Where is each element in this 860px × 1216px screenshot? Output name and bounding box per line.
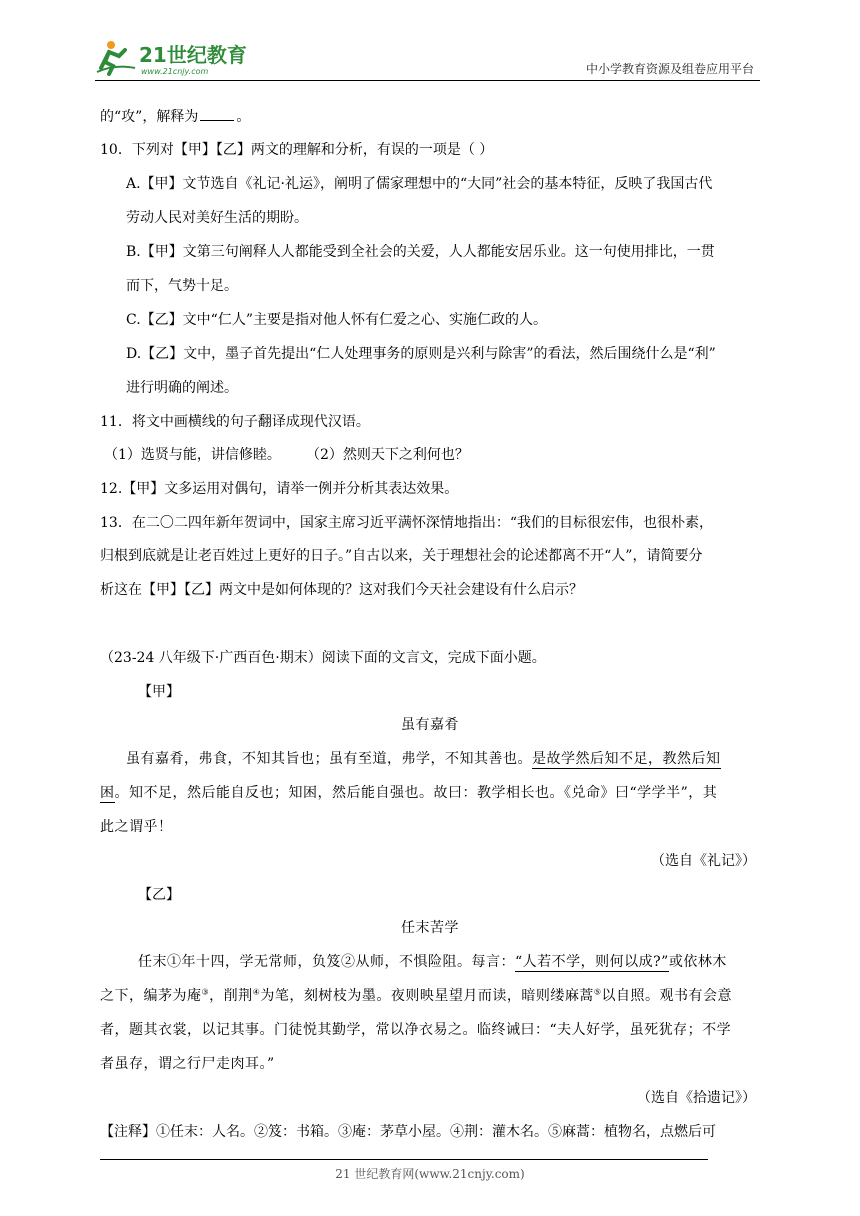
passage-jia-source: （选自《礼记》） xyxy=(651,853,756,869)
passage-yi-line-4: 者虽存，谓之行尸走肉耳。” xyxy=(100,1056,275,1072)
option-c: C.【乙】文中“仁人”主要是指对他人怀有仁爱之心、实施仁政的人。 xyxy=(126,312,547,328)
question-11: 11．将文中画横线的句子翻译成现代汉语。 xyxy=(100,414,370,430)
footer-link[interactable]: 21 世纪教育网(www.21cnjy.com) xyxy=(335,1167,525,1181)
option-b-line-1: B.【甲】文第三句阐释人人都能受到全社会的关爱，人人都能安居乐业。这一句使用排比，一贯 xyxy=(126,244,715,260)
question-10: 10．下列对【甲】【乙】两文的理解和分析，有误的一项是（ ） xyxy=(100,142,494,158)
site-logo xyxy=(95,38,265,78)
question-11-part-1: （1）选贤与能，讲信修睦。 xyxy=(104,447,281,463)
option-d-line-2: 进行明确的阐述。 xyxy=(126,380,238,396)
option-d-line-1: D.【乙】文中，墨子首先提出“仁人处理事务的原则是兴利与除害”的看法，然后围绕什么是“利” xyxy=(126,346,716,362)
passage-yi-line-1: 任末①年十四，学无常师，负笈②从师，不惧险阻。每言：“人若不学，则何以成?”或依林木 xyxy=(138,954,727,970)
passage-jia-line-1: 虽有嘉肴，弗食，不知其旨也；虽有至道，弗学，不知其善也。是故学然后知不足，教然后知 xyxy=(126,751,721,767)
passage-jia-title: 虽有嘉肴 xyxy=(401,717,459,733)
option-a-line-2: 劳动人民对美好生活的期盼。 xyxy=(126,210,308,226)
header-divider xyxy=(95,80,760,81)
question-11-part-2: （2）然则天下之利何也？ xyxy=(306,447,469,463)
option-b-line-2: 而下，气势十足。 xyxy=(126,278,238,294)
passage-jia-label: 【甲】 xyxy=(138,684,180,700)
section-intro: （23-24 八年级下·广西百色·期末）阅读下面的文言文，完成下面小题。 xyxy=(100,650,546,666)
passage-yi-label: 【乙】 xyxy=(138,887,180,903)
annotation-notes: 【注释】①任末：人名。②笈：书箱。③庵：茅草小屋。④荆：灌木名。⑤麻蒿：植物名，点燃后可 xyxy=(100,1124,716,1140)
passage-jia-line-3: 此之谓乎！ xyxy=(100,819,173,835)
passage-yi-title: 任末苦学 xyxy=(401,920,459,936)
question-12: 12.【甲】文多运用对偶句，请举一例并分析其表达效果。 xyxy=(100,481,459,497)
underlined-sentence: 是故学然后知不足，教然后知 xyxy=(532,751,721,767)
passage-yi-source: （选自《拾遗记》） xyxy=(637,1090,756,1106)
logo-url: www.21cnjy.com xyxy=(141,67,209,76)
question-13-line-2: 归根到底就是让老百姓过上更好的日子。”自古以来，关于理想社会的论述都离不开“人”，请简要分 xyxy=(100,548,703,564)
option-a-line-1: A.【甲】文节选自《礼记·礼运》，阐明了儒家理想中的“大同”社会的基本特征，反映了我国古代 xyxy=(126,176,713,192)
answer-line: 的“攻”，解释为 。 xyxy=(100,106,250,127)
platform-name: 中小学教育资源及组卷应用平台 xyxy=(585,62,754,76)
page-header xyxy=(95,38,760,80)
question-13-line-1: 13．在二〇二四年新年贺词中，国家主席习近平满怀深情地指出：“我们的目标很宏伟，也很朴素， xyxy=(100,515,713,531)
passage-jia-line-2: 困。知不足，然后能自反也；知困，然后能自强也。故曰：教学相长也。《兑命》曰“学学半”，其 xyxy=(100,785,718,801)
passage-yi-line-3: 者，题其衣裳，以记其事。门徒悦其勤学，常以净衣易之。临终诫曰：“夫人好学，虽死犹存；不学 xyxy=(100,1022,732,1038)
passage-yi-line-2: 之下，编茅为庵③，削荆④为笔，刻树枝为墨。夜则映星望月而读，暗则缕麻蒿⑤以自照。观书有会意 xyxy=(100,987,733,1004)
question-13-line-3: 析这在【甲】【乙】两文中是如何体现的？这对我们今天社会建设有什么启示？ xyxy=(100,582,583,598)
underlined-sentence: “人若不学，则何以成?” xyxy=(515,954,669,970)
answer-blank xyxy=(200,106,234,121)
footer-divider xyxy=(100,1159,708,1160)
logo-text: 21世纪教育 xyxy=(139,43,247,67)
